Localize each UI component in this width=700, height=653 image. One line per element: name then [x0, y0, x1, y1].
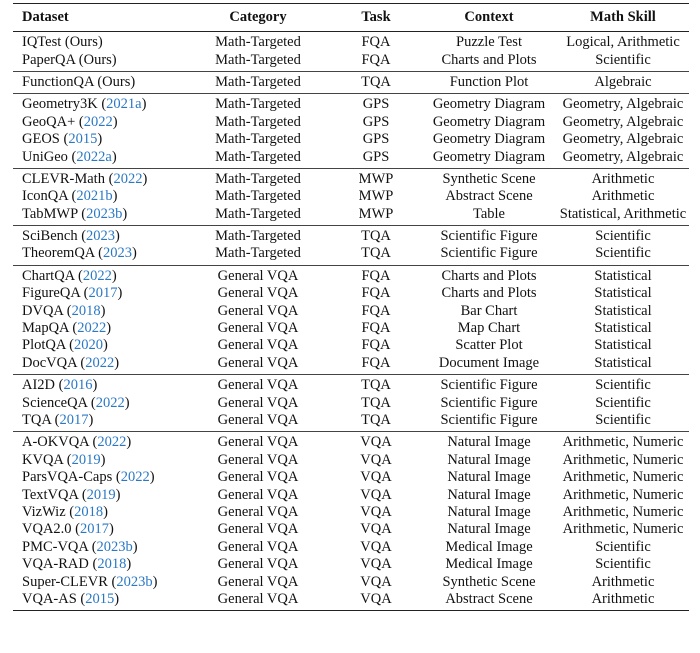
math-skill-cell: Statistical	[594, 337, 652, 354]
task-cell: TQA	[361, 412, 391, 428]
header-row	[13, 4, 689, 32]
row-group	[13, 375, 689, 432]
citation-link[interactable]: 2018	[97, 556, 127, 573]
task-cell: GPS	[362, 96, 390, 113]
table-row	[13, 355, 689, 375]
context-cell: Scientific Figure	[440, 412, 538, 428]
math-skill-cell: Arithmetic, Numeric	[562, 503, 684, 520]
dataset-name: VQA-AS	[22, 590, 77, 607]
task-cell: MWP	[358, 188, 394, 205]
task-cell: VQA	[360, 538, 392, 555]
citation-link[interactable]: 2016	[63, 377, 93, 394]
math-skill-cell: Scientific	[595, 538, 651, 555]
task-cell: MWP	[358, 170, 394, 187]
context-cell: Bar Chart	[460, 302, 518, 319]
dataset-name: KVQA	[22, 451, 64, 468]
citation-link[interactable]: 2018	[74, 503, 104, 520]
table-header	[13, 4, 689, 32]
math-skill-cell: Arithmetic	[591, 188, 655, 205]
citation-link[interactable]: 2022	[85, 354, 115, 371]
category-cell: General VQA	[217, 377, 299, 394]
math-skill-cell: Arithmetic	[591, 573, 655, 590]
citation-link[interactable]: 2020	[73, 337, 103, 354]
task-cell: FQA	[361, 354, 391, 371]
dataset-cell: ChartQA (2022)	[22, 267, 117, 284]
citation-link[interactable]: 2017	[80, 521, 110, 538]
dataset-name: DocVQA	[22, 354, 77, 371]
dataset-name: ScienceQA	[22, 394, 88, 411]
dataset-name: IQTest (Ours)	[22, 34, 103, 51]
dataset-cell: ScienceQA (2022)	[22, 394, 130, 411]
dataset-cell: TheoremQA (2023)	[22, 245, 137, 262]
header-context: Context	[464, 9, 514, 25]
category-cell: Math-Targeted	[215, 188, 301, 205]
context-cell: Map Chart	[457, 320, 521, 337]
math-skill-cell: Statistical	[594, 285, 652, 302]
dataset-cell: TabMWP (2023b)	[22, 205, 128, 222]
task-cell: VQA	[360, 556, 392, 573]
dataset-name: VQA-RAD	[22, 556, 89, 573]
dataset-name: VQA2.0	[22, 521, 72, 538]
math-skill-cell: Statistical	[594, 320, 652, 337]
context-cell: Medical Image	[445, 538, 533, 555]
citation-link[interactable]: 2022	[120, 469, 150, 486]
row-group	[13, 225, 689, 265]
category-cell: General VQA	[217, 285, 299, 302]
dataset-name: CLEVR-Math	[22, 170, 105, 187]
math-skill-cell: Statistical, Arithmetic	[559, 205, 687, 222]
category-cell: General VQA	[217, 412, 299, 428]
task-cell: FQA	[361, 34, 391, 51]
context-cell: Abstract Scene	[445, 590, 533, 607]
dataset-comparison-table	[13, 3, 689, 611]
table-row	[13, 32, 689, 52]
task-cell: FQA	[361, 51, 391, 68]
dataset-name: AI2D	[22, 377, 56, 394]
task-cell: TQA	[361, 377, 391, 394]
category-cell: General VQA	[217, 521, 299, 538]
math-skill-cell: Scientific	[595, 556, 651, 573]
table-row	[13, 188, 689, 205]
citation-link[interactable]: 2019	[86, 486, 116, 503]
category-cell: Math-Targeted	[215, 148, 301, 165]
category-cell: Math-Targeted	[215, 51, 301, 68]
table-row	[13, 412, 689, 432]
dataset-name: PlotQA	[22, 337, 66, 354]
citation-link[interactable]: 2023	[102, 245, 132, 262]
task-cell: VQA	[360, 486, 392, 503]
task-cell: FQA	[361, 337, 391, 354]
dataset-cell: TQA (2017)	[22, 412, 94, 428]
context-cell: Geometry Diagram	[432, 96, 546, 113]
category-cell: General VQA	[217, 486, 299, 503]
citation-link[interactable]: 2022	[95, 394, 125, 411]
dataset-cell: GEOS (2015)	[22, 131, 103, 148]
table-row	[13, 469, 689, 486]
math-skill-cell: Scientific	[595, 228, 651, 245]
math-skill-cell: Geometry, Algebraic	[562, 131, 684, 148]
table-row	[13, 539, 689, 556]
table-row	[13, 245, 689, 265]
dataset-cell: AI2D (2016)	[22, 377, 98, 394]
dataset-cell: Geometry3K (2021a)	[22, 96, 147, 113]
task-cell: TQA	[361, 245, 391, 262]
dataset-cell: UniGeo (2022a)	[22, 148, 117, 165]
context-cell: Natural Image	[447, 451, 531, 468]
dataset-cell: VQA-RAD (2018)	[22, 556, 132, 573]
context-cell: Natural Image	[447, 486, 531, 503]
task-cell: TQA	[361, 73, 391, 90]
citation-link[interactable]: 2023	[86, 228, 116, 245]
math-skill-cell: Statistical	[594, 354, 652, 371]
context-cell: Natural Image	[447, 434, 531, 451]
context-cell: Table	[473, 205, 505, 222]
dataset-cell: CLEVR-Math (2022)	[22, 170, 148, 187]
table-row	[13, 486, 689, 503]
dataset-cell: MapQA (2022)	[22, 320, 112, 337]
context-cell: Function Plot	[449, 73, 529, 90]
math-skill-cell: Arithmetic, Numeric	[562, 521, 684, 538]
row-group	[13, 432, 689, 611]
category-cell: General VQA	[217, 394, 299, 411]
category-cell: General VQA	[217, 556, 299, 573]
citation-link[interactable]: 2018	[71, 302, 101, 319]
table-row	[13, 337, 689, 354]
category-cell: General VQA	[217, 337, 299, 354]
dataset-name: TQA	[22, 412, 51, 428]
category-cell: General VQA	[217, 354, 299, 371]
category-cell: General VQA	[217, 469, 299, 486]
math-skill-cell: Geometry, Algebraic	[562, 113, 684, 130]
dataset-cell: FigureQA (2017)	[22, 285, 123, 302]
math-skill-cell: Geometry, Algebraic	[562, 148, 684, 165]
math-skill-cell: Scientific	[595, 412, 651, 428]
context-cell: Charts and Plots	[441, 267, 537, 284]
table-row	[13, 148, 689, 168]
math-skill-cell: Scientific	[595, 377, 651, 394]
dataset-cell: PlotQA (2020)	[22, 337, 108, 354]
dataset-name: FigureQA	[22, 285, 80, 302]
dataset-cell: Super-CLEVR (2023b)	[22, 573, 158, 590]
task-cell: TQA	[361, 228, 391, 245]
table-row	[13, 206, 689, 226]
category-cell: Math-Targeted	[215, 131, 301, 148]
task-cell: VQA	[360, 434, 392, 451]
dataset-cell: DVQA (2018)	[22, 302, 106, 319]
math-skill-cell: Arithmetic, Numeric	[562, 434, 684, 451]
math-skill-cell: Scientific	[595, 51, 651, 68]
category-cell: General VQA	[217, 538, 299, 555]
task-cell: GPS	[362, 113, 390, 130]
table-row	[13, 504, 689, 521]
table-row	[13, 521, 689, 538]
header-dataset: Dataset	[22, 9, 69, 25]
table-row	[13, 168, 689, 188]
math-skill-cell: Scientific	[595, 245, 651, 262]
header-math-skill: Math Skill	[590, 9, 656, 25]
task-cell: VQA	[360, 521, 392, 538]
dataset-name: DVQA	[22, 302, 64, 319]
dataset-cell: VQA2.0 (2017)	[22, 521, 114, 538]
dataset-name: ParsVQA-Caps	[22, 469, 113, 486]
category-cell: General VQA	[217, 590, 299, 607]
category-cell: Math-Targeted	[215, 170, 301, 187]
header-task: Task	[361, 9, 391, 25]
category-cell: General VQA	[217, 503, 299, 520]
table-row	[13, 556, 689, 573]
context-cell: Geometry Diagram	[432, 113, 546, 130]
context-cell: Document Image	[438, 354, 540, 371]
dataset-cell	[13, 51, 185, 71]
context-cell: Geometry Diagram	[432, 148, 546, 165]
dataset-cell: VizWiz (2018)	[22, 503, 108, 520]
math-skill-cell: Statistical	[594, 267, 652, 284]
task-cell: VQA	[360, 573, 392, 590]
dataset-name: Super-CLEVR	[22, 573, 108, 590]
dataset-name: MapQA	[22, 320, 69, 337]
dataset-cell	[13, 71, 185, 93]
math-skill-cell: Geometry, Algebraic	[562, 96, 684, 113]
table-row	[13, 432, 689, 452]
math-skill-cell: Logical, Arithmetic	[566, 34, 680, 51]
header-category: Category	[229, 9, 287, 25]
row-group	[13, 265, 689, 374]
dataset-cell: A-OKVQA (2022)	[22, 434, 132, 451]
dataset-name: TextVQA	[22, 486, 79, 503]
context-cell: Geometry Diagram	[432, 131, 546, 148]
math-skill-cell: Algebraic	[594, 73, 652, 90]
citation-link[interactable]: 2021a	[106, 96, 142, 113]
dataset-name: Geometry3K	[22, 96, 98, 113]
row-group	[13, 32, 689, 72]
table-row	[13, 51, 689, 71]
dataset-name: GEOS	[22, 131, 60, 148]
dataset-cell: DocVQA (2022)	[22, 354, 120, 371]
context-cell: Natural Image	[447, 521, 531, 538]
dataset-name: ChartQA	[22, 267, 75, 284]
table-row	[13, 285, 689, 302]
math-skill-cell: Arithmetic	[591, 170, 655, 187]
table-row	[13, 573, 689, 590]
dataset-name: TabMWP	[22, 205, 78, 222]
dataset-name: TheoremQA	[22, 245, 95, 262]
task-cell: GPS	[362, 148, 390, 165]
table-row	[13, 394, 689, 411]
citation-link[interactable]: 2019	[71, 451, 101, 468]
category-cell: General VQA	[217, 573, 299, 590]
citation-link[interactable]: 2015	[85, 590, 115, 607]
context-cell: Scientific Figure	[440, 245, 538, 262]
category-cell: Math-Targeted	[215, 228, 301, 245]
dataset-cell: PMC-VQA (2023b)	[22, 538, 138, 555]
context-cell: Puzzle Test	[456, 34, 522, 51]
table-row	[13, 225, 689, 245]
citation-link[interactable]: 2022	[97, 434, 127, 451]
category-cell: Math-Targeted	[215, 245, 301, 262]
table-row	[13, 94, 689, 114]
dataset-cell: KVQA (2019)	[22, 451, 106, 468]
math-skill-cell: Scientific	[595, 394, 651, 411]
citation-link[interactable]: 2022	[77, 320, 107, 337]
task-cell: FQA	[361, 267, 391, 284]
context-cell: Scatter Plot	[455, 337, 523, 354]
task-cell: TQA	[361, 394, 391, 411]
context-cell: Charts and Plots	[441, 51, 537, 68]
category-cell: Math-Targeted	[215, 73, 301, 90]
table-row	[13, 114, 689, 131]
row-group	[13, 168, 689, 225]
context-cell: Synthetic Scene	[442, 170, 536, 187]
category-cell: General VQA	[217, 267, 299, 284]
citation-link[interactable]: 2017	[88, 285, 118, 302]
task-cell: VQA	[360, 469, 392, 486]
citation-link[interactable]: 2023b	[96, 538, 133, 555]
context-cell: Natural Image	[447, 503, 531, 520]
table-row	[13, 71, 689, 93]
category-cell: General VQA	[217, 302, 299, 319]
math-skill-cell: Arithmetic, Numeric	[562, 486, 684, 503]
table-row	[13, 452, 689, 469]
citation-link[interactable]: 2022	[83, 113, 113, 130]
citation-link[interactable]: 2021b	[76, 188, 113, 205]
table-row	[13, 131, 689, 148]
dataset-cell: TextVQA (2019)	[22, 486, 121, 503]
task-cell: MWP	[358, 205, 394, 222]
task-cell: FQA	[361, 285, 391, 302]
task-cell: VQA	[360, 503, 392, 520]
category-cell: General VQA	[217, 434, 299, 451]
context-cell: Scientific Figure	[440, 377, 538, 394]
citation-link[interactable]: 2022	[82, 267, 112, 284]
category-cell: Math-Targeted	[215, 96, 301, 113]
dataset-name: PMC-VQA	[22, 538, 89, 555]
dataset-name: UniGeo	[22, 148, 68, 165]
context-cell: Charts and Plots	[441, 285, 537, 302]
table-row	[13, 302, 689, 319]
dataset-cell: ParsVQA-Caps (2022)	[22, 469, 155, 486]
task-cell: FQA	[361, 302, 391, 319]
task-cell: VQA	[360, 590, 392, 607]
category-cell: General VQA	[217, 320, 299, 337]
category-cell: General VQA	[217, 451, 299, 468]
task-cell: FQA	[361, 320, 391, 337]
dataset-cell: GeoQA+ (2022)	[22, 113, 118, 130]
task-cell: VQA	[360, 451, 392, 468]
context-cell: Abstract Scene	[445, 188, 533, 205]
dataset-cell: IconQA (2021b)	[22, 188, 118, 205]
math-skill-cell: Arithmetic	[591, 590, 655, 607]
dataset-name: SciBench	[22, 228, 78, 245]
table-row	[13, 320, 689, 337]
math-skill-cell: Arithmetic, Numeric	[562, 469, 684, 486]
task-cell: GPS	[362, 131, 390, 148]
context-cell: Natural Image	[447, 469, 531, 486]
dataset-cell	[13, 32, 185, 52]
table-row	[13, 265, 689, 285]
math-skill-cell: Arithmetic, Numeric	[562, 451, 684, 468]
row-group	[13, 94, 689, 169]
math-skill-cell: Statistical	[594, 302, 652, 319]
row-group	[13, 71, 689, 93]
category-cell: Math-Targeted	[215, 205, 301, 222]
table-row	[13, 591, 689, 611]
category-cell: Math-Targeted	[215, 34, 301, 51]
context-cell: Scientific Figure	[440, 228, 538, 245]
category-cell: Math-Targeted	[215, 113, 301, 130]
citation-link[interactable]: 2022a	[76, 148, 112, 165]
citation-link[interactable]: 2017	[59, 412, 89, 428]
citation-link[interactable]: 2023b	[116, 573, 153, 590]
table-row	[13, 375, 689, 395]
context-cell: Scientific Figure	[440, 394, 538, 411]
dataset-name: PaperQA (Ours)	[22, 51, 117, 68]
context-cell: Medical Image	[445, 556, 533, 573]
dataset-name: VizWiz	[22, 503, 66, 520]
dataset-name: A-OKVQA	[22, 434, 89, 451]
dataset-cell: SciBench (2023)	[22, 228, 120, 245]
context-cell: Synthetic Scene	[442, 573, 536, 590]
dataset-name: FunctionQA (Ours)	[22, 73, 136, 90]
citation-link[interactable]: 2023b	[86, 205, 123, 222]
dataset-name: GeoQA+	[22, 113, 76, 130]
dataset-name: IconQA	[22, 188, 68, 205]
dataset-cell: VQA-AS (2015)	[22, 590, 120, 607]
citation-link[interactable]: 2015	[68, 131, 98, 148]
citation-link[interactable]: 2022	[113, 170, 143, 187]
